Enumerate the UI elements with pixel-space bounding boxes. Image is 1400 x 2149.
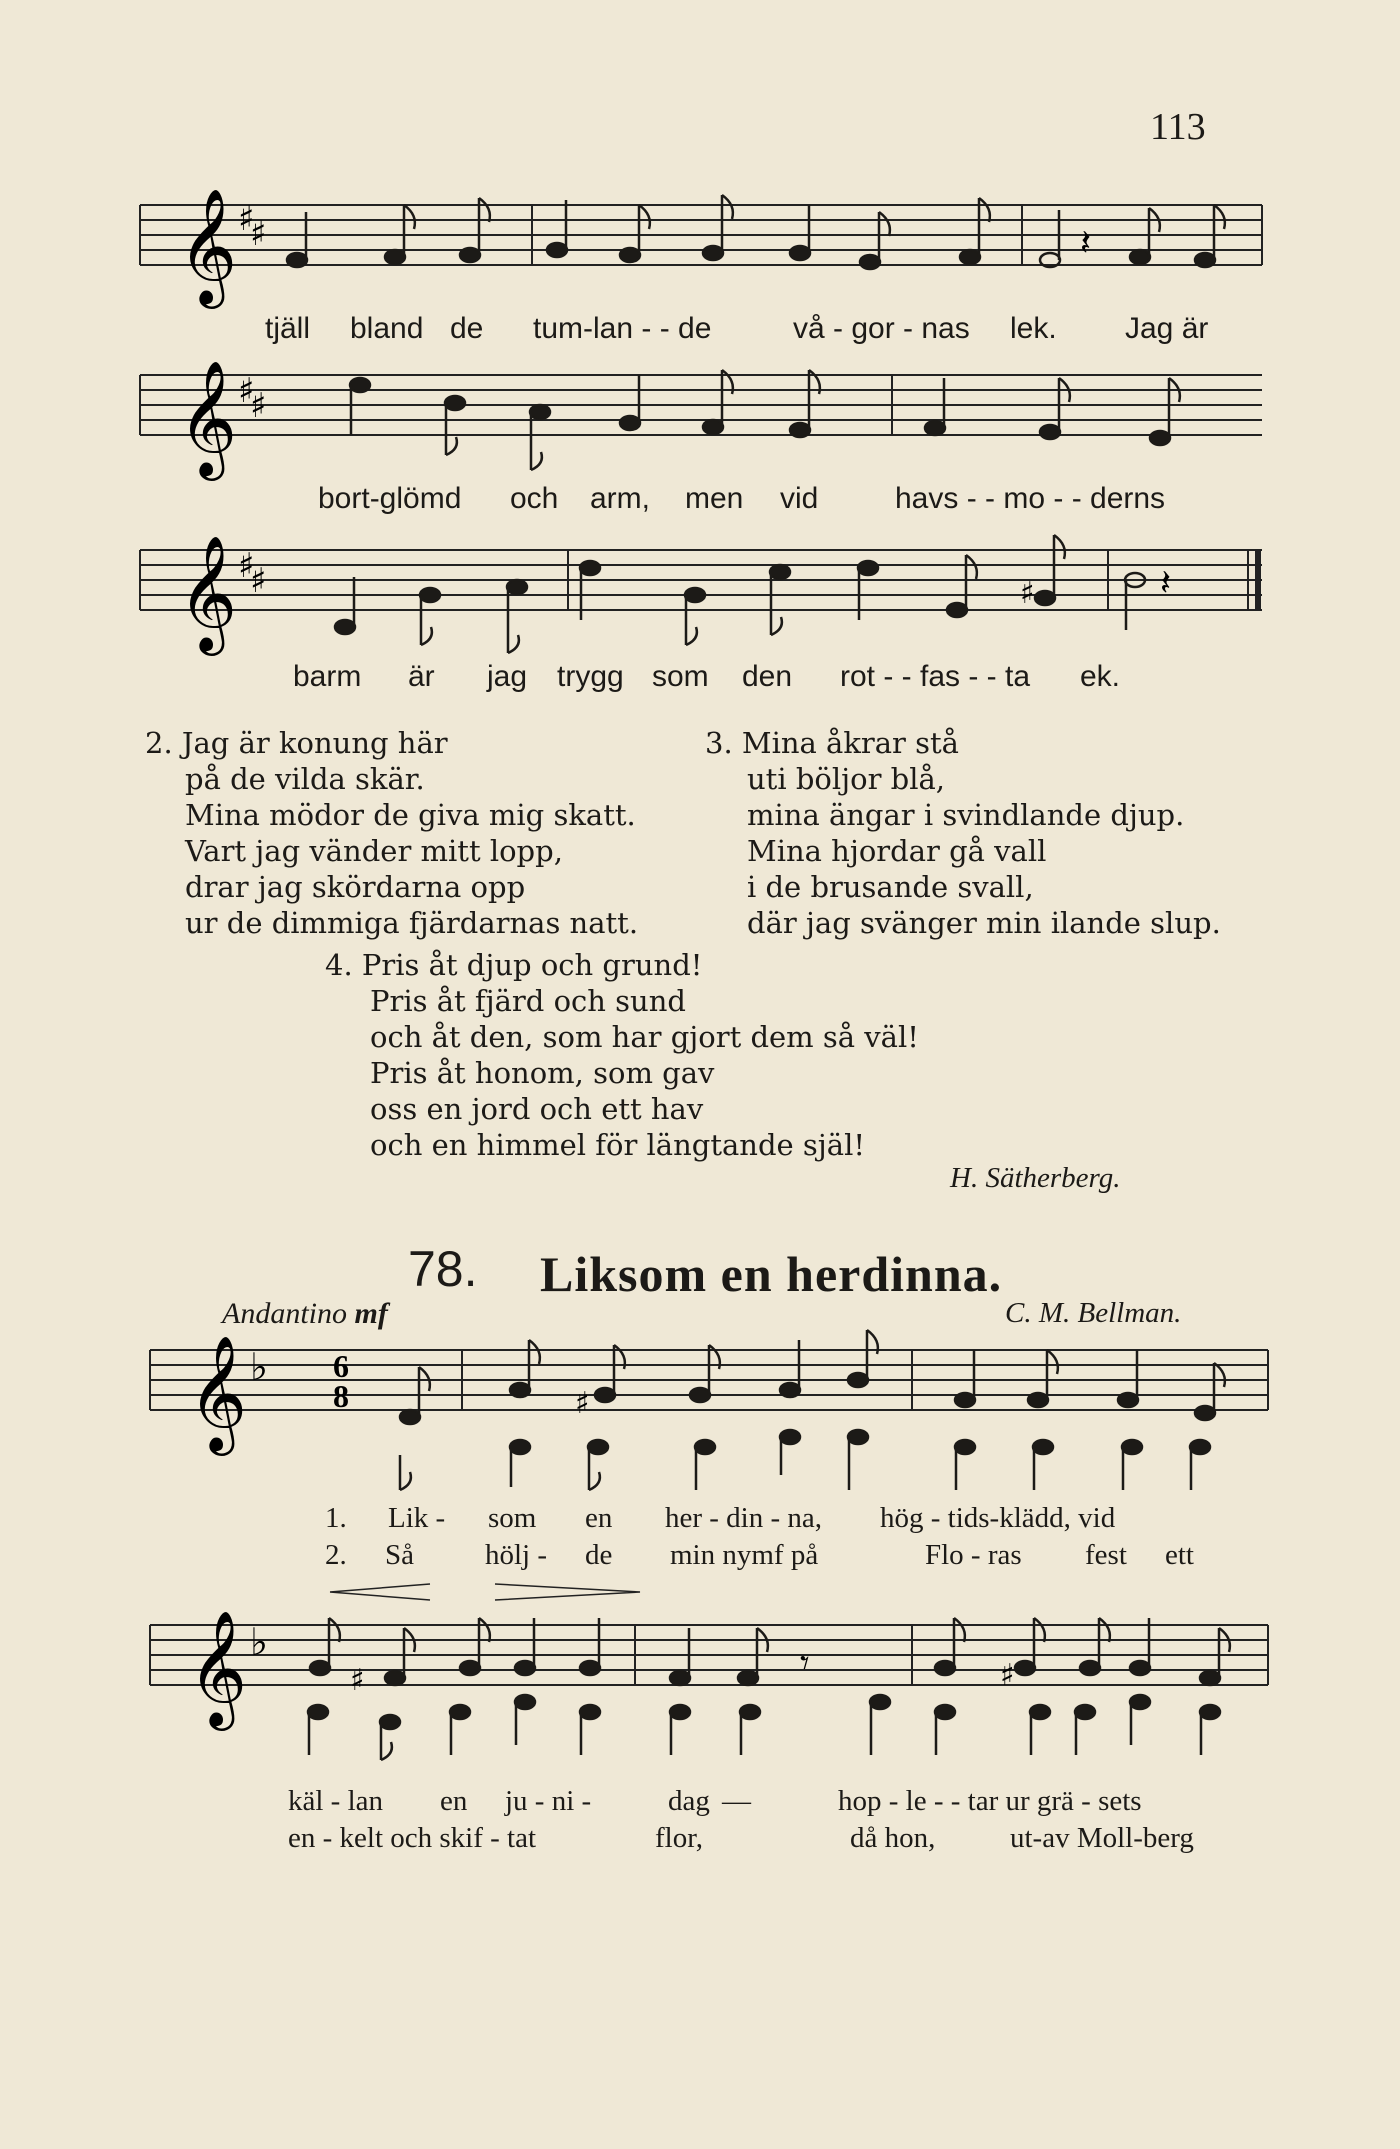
lyric-word: dag xyxy=(668,1785,710,1817)
lyric-word: men xyxy=(685,482,744,515)
lyric-word: den xyxy=(742,660,793,693)
lyric-word: her - din - na, xyxy=(665,1502,823,1534)
verse-line: Pris åt djup och grund! xyxy=(361,948,703,982)
music-staff-system-2 xyxy=(0,360,1400,490)
tempo-marking: Andantino mf xyxy=(222,1297,388,1330)
sharp-icon: ♯ xyxy=(238,199,255,239)
treble-clef-icon: 𝄞 xyxy=(188,1609,248,1726)
lyric-word: som xyxy=(652,660,709,693)
lyric-word: är xyxy=(408,660,435,693)
lyric-word: barm xyxy=(293,660,362,693)
lyric-word: tum-lan - - de xyxy=(533,312,712,345)
lyric-word: — xyxy=(722,1785,751,1817)
composer-credit: C. M. Bellman. xyxy=(1005,1297,1182,1329)
svg-text:𝄾: 𝄾 xyxy=(800,1643,810,1684)
lyric-word: ek. xyxy=(1080,660,1121,693)
lyric-word: Så xyxy=(385,1539,414,1571)
verse-line: Pris åt honom, som gav xyxy=(370,1056,715,1090)
treble-clef-icon: 𝄞 xyxy=(178,187,238,304)
verse-line: där jag svänger min ilande slup. xyxy=(747,906,1221,940)
lyric-word: ut-av Moll-berg xyxy=(1010,1822,1194,1854)
sharp-icon: ♯ xyxy=(238,546,255,586)
lyric-word: rot - - fas - - ta xyxy=(840,660,1031,693)
verse-line: uti böljor blå, xyxy=(747,762,946,796)
verse-line: drar jag skördarna opp xyxy=(185,870,526,904)
sharp-icon: ♯ xyxy=(238,371,255,411)
svg-text:♯: ♯ xyxy=(350,1663,365,1698)
lyric-word: hop - le - - tar ur grä - sets xyxy=(838,1785,1142,1817)
lyric-word: vå - gor - nas xyxy=(793,312,970,345)
lyric-word: jag xyxy=(487,660,528,693)
music-staff-system-1 xyxy=(0,187,1400,304)
lyric-word: fest xyxy=(1085,1539,1127,1571)
verse-line: oss en jord och ett hav xyxy=(370,1092,704,1126)
verse-number: 2. xyxy=(145,726,173,760)
verse-line: på de vilda skär. xyxy=(185,762,425,796)
lyric-word: käl - lan xyxy=(288,1785,384,1817)
verse-line: Mina hjordar gå vall xyxy=(747,834,1047,868)
lyric-word: tjäll xyxy=(265,312,311,345)
lyric-word: Lik - xyxy=(388,1502,446,1534)
music-staff-song78-system-2 xyxy=(0,1580,1400,1770)
verse-line: Mina åkrar stå xyxy=(741,726,959,760)
lyricist-credit: H. Sätherberg. xyxy=(950,1162,1121,1194)
verse-line: ur de dimmiga fjärdarnas natt. xyxy=(185,906,639,940)
lyric-word: en - kelt och skif - tat xyxy=(288,1822,537,1854)
svg-text:𝄽: 𝄽 xyxy=(1080,223,1092,264)
svg-text:8: 8 xyxy=(333,1378,349,1414)
lyric-word: 1. xyxy=(325,1502,347,1534)
verse-line: och åt den, som har gjort dem så väl! xyxy=(370,1020,919,1054)
lyric-word: havs - - mo - - derns xyxy=(895,482,1166,515)
lyric-word: arm, xyxy=(590,482,650,515)
verse-2 xyxy=(145,725,638,941)
verse-4 xyxy=(325,947,919,1163)
flat-icon: ♭ xyxy=(250,1345,268,1389)
verse-line: Jag är konung här xyxy=(181,726,448,760)
svg-text:♯: ♯ xyxy=(575,1386,590,1421)
lyric-word: Jag är xyxy=(1125,312,1209,345)
music-staff-song78-system-1 xyxy=(0,1335,1400,1495)
lyric-word: Flo - ras xyxy=(925,1539,1022,1571)
lyric-word: en xyxy=(440,1785,468,1817)
treble-clef-icon: 𝄞 xyxy=(178,534,238,651)
treble-clef-icon: 𝄞 xyxy=(188,1334,248,1451)
lyric-word: lek. xyxy=(1010,312,1057,345)
bass-voice-notes xyxy=(308,1695,1220,1760)
sharp-icon: ♯ xyxy=(250,214,267,254)
lyric-word: då hon, xyxy=(850,1822,936,1854)
lyric-word: ju - ni - xyxy=(505,1785,592,1817)
svg-text:♯: ♯ xyxy=(1020,576,1035,611)
verse-3 xyxy=(705,725,1221,941)
lyric-word: min nymf på xyxy=(670,1539,819,1571)
verse-line: i de brusande svall, xyxy=(747,870,1034,904)
dynamic-marking: mf xyxy=(354,1297,388,1330)
lyric-word: en xyxy=(585,1502,613,1534)
lyric-word: trygg xyxy=(557,660,624,693)
verse-line: och en himmel för längtande själ! xyxy=(370,1128,865,1162)
verse-line: Vart jag vänder mitt lopp, xyxy=(185,834,563,868)
treble-clef-icon: 𝄞 xyxy=(178,359,238,476)
svg-text:𝄽: 𝄽 xyxy=(1160,563,1172,604)
lyric-word: hög - tids-klädd, vid xyxy=(880,1502,1116,1534)
lyric-word: som xyxy=(488,1502,537,1534)
lyric-word: hölj - xyxy=(485,1539,548,1571)
lyric-word: vid xyxy=(780,482,819,515)
lyric-word: de xyxy=(450,312,484,345)
bass-voice-notes xyxy=(510,1430,1210,1490)
lyric-word: och xyxy=(510,482,559,515)
music-staff-system-3 xyxy=(0,535,1400,665)
flat-icon: ♭ xyxy=(250,1620,268,1664)
lyric-word: ett xyxy=(1165,1539,1194,1571)
verse-line: mina ängar i svindlande djup. xyxy=(747,798,1185,832)
sharp-icon: ♯ xyxy=(250,386,267,426)
lyric-word: bland xyxy=(350,312,424,345)
lyric-word: de xyxy=(585,1539,613,1571)
verse-number: 4. xyxy=(325,948,353,982)
song-number: 78. xyxy=(408,1241,478,1297)
verse-number: 3. xyxy=(705,726,733,760)
lyric-word: 2. xyxy=(325,1539,347,1571)
verse-line: Mina mödor de giva mig skatt. xyxy=(185,798,636,832)
sharp-icon: ♯ xyxy=(250,561,267,601)
page-number: 113 xyxy=(1150,106,1206,148)
svg-text:♯: ♯ xyxy=(1000,1658,1015,1693)
verse-line: Pris åt fjärd och sund xyxy=(370,984,686,1018)
lyric-word: flor, xyxy=(655,1822,703,1854)
svg-text:6: 6 xyxy=(333,1348,349,1384)
lyric-word: bort-glömd xyxy=(318,482,462,515)
song-title: Liksom en herdinna. xyxy=(540,1246,1003,1302)
